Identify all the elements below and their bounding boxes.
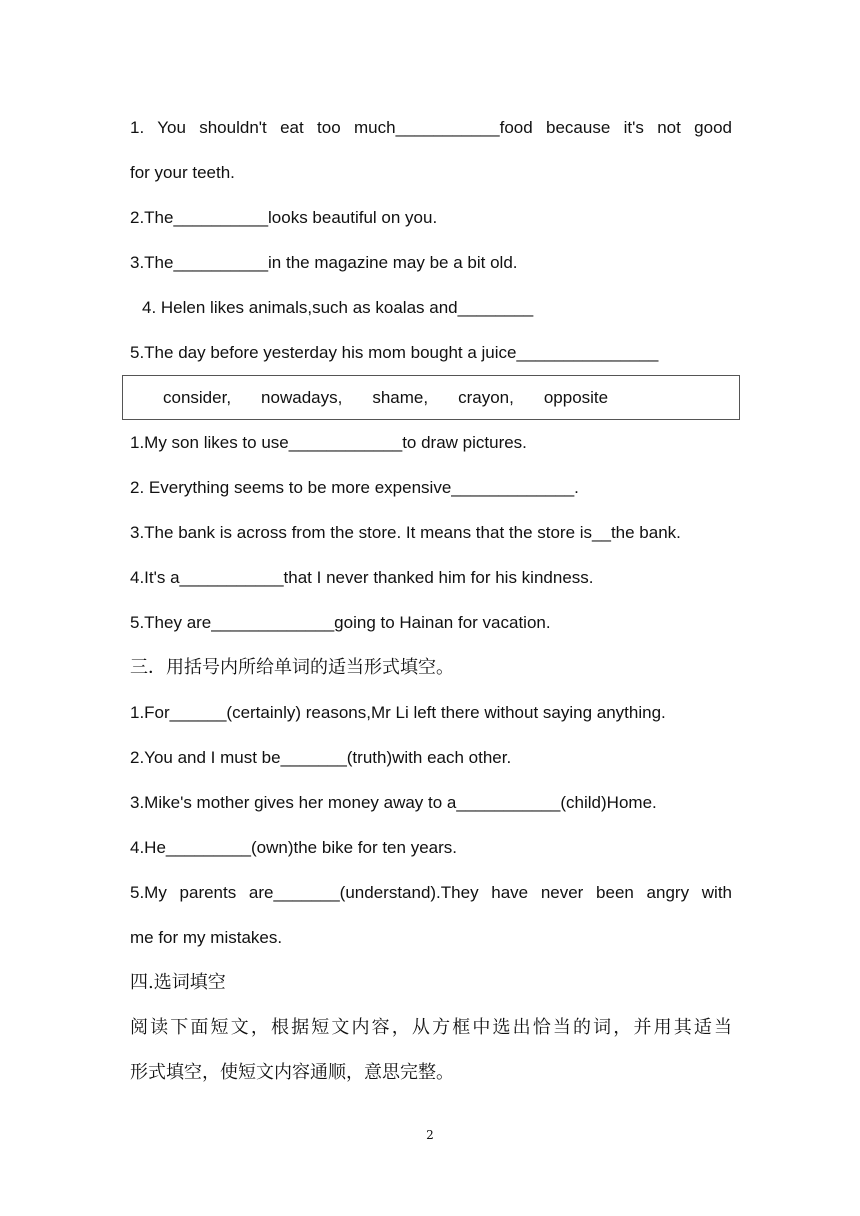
exercise-line: 5.My parents are_______(understand).They have never been angry with [130,883,732,902]
instruction-line: 形式填空，使短文内容通顺，意思完整。 [130,1062,454,1083]
word-box [122,375,740,420]
exercise-line: 3.The bank is across from the store. It means that the store is__the bank. [130,523,681,542]
exercise-line: 4.He_________(own)the bike for ten years. [130,838,457,857]
exercise-line: 5.The day before yesterday his mom bought a juice_______________ [130,343,659,362]
word-option: nowadays, [261,387,343,407]
word-option: shame, [372,387,429,407]
section-heading: 三．用括号内所给单词的适当形式填空。 [130,657,454,678]
word-option: crayon, [458,387,514,407]
exercise-line: for your teeth. [130,163,235,182]
exercise-line: 4.It's a___________that I never thanked him for his kindness. [130,568,594,587]
exercise-line: 1.My son likes to use____________to draw pictures. [130,433,527,452]
section-heading: 四.选词填空 [130,972,226,993]
worksheet-page [130,105,732,1095]
page-number: 2 [426,1128,434,1142]
exercise-line: 1.For______(certainly) reasons,Mr Li left there without saying anything. [130,703,666,722]
exercise-line: 3.The__________in the magazine may be a bit old. [130,253,518,272]
exercise-line: 3.Mike's mother gives her money away to a___________(child)Home. [130,793,657,812]
word-option: opposite [543,387,609,407]
exercise-line: me for my mistakes. [130,928,283,947]
exercise-line: 2. Everything seems to be more expensive_____________. [130,478,579,497]
exercise-line: 2.The__________looks beautiful on you. [130,208,438,227]
exercise-line: 2.You and I must be_______(truth)with each other. [130,748,512,767]
exercise-line: 4. Helen likes animals,such as koalas and________ [142,298,534,317]
word-option: consider, [163,387,232,407]
instruction-line: 阅读下面短文，根据短文内容，从方框中选出恰当的词，并用其适当 [130,1017,732,1038]
exercise-line: 5.They are_____________going to Hainan for vacation. [130,613,551,632]
exercise-line: 1. You shouldn't eat too much___________food because it's not good [130,118,732,137]
